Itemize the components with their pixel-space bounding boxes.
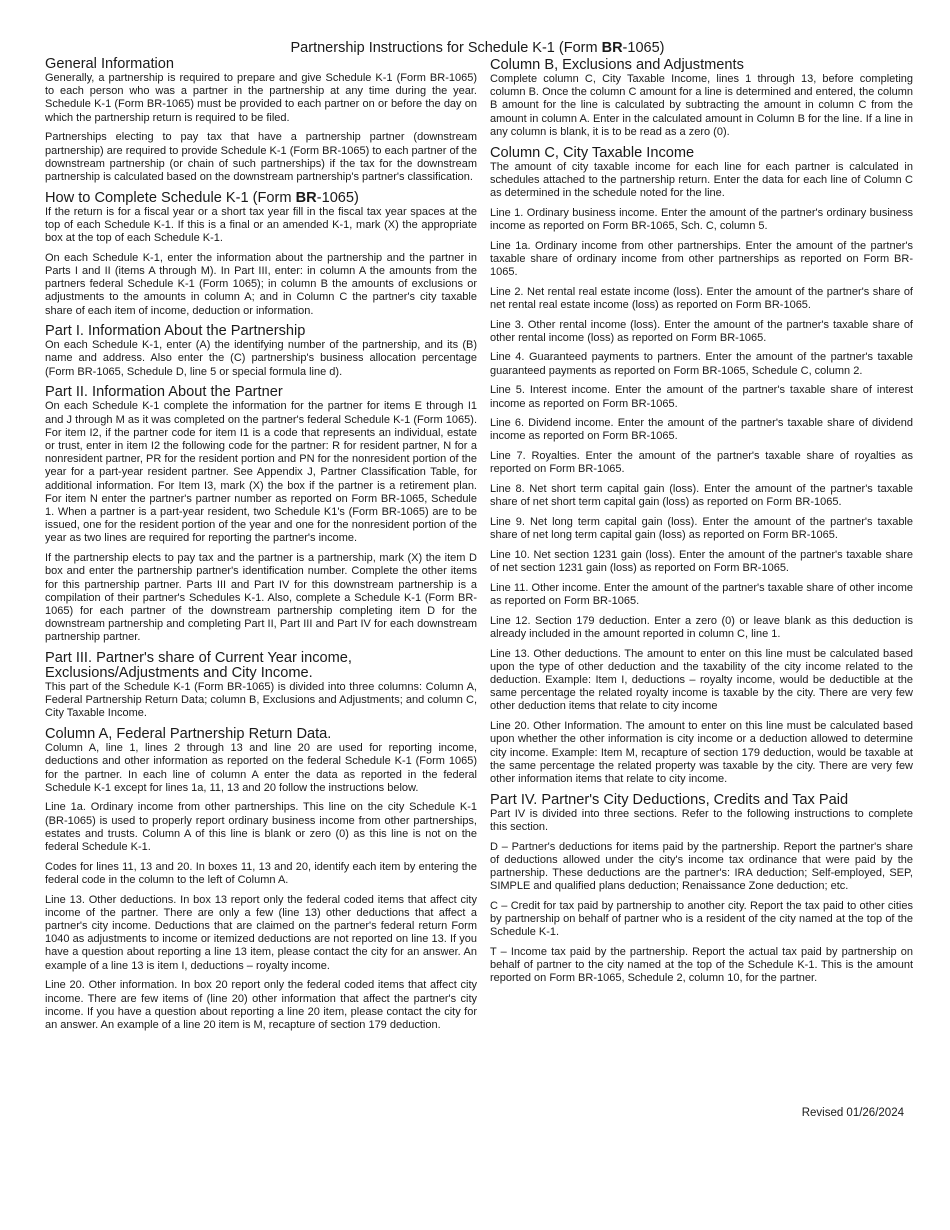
paragraph: Complete column C, City Taxable Income, lines 1 through 13, before completing column B. Once the column C amount for a line is determined and entered, the column B amount for the line is calculated by subtracting the amount in column C from the amount in column A. Enter in the calculated amount in Column B for the line. If a line in any column is blank, it is to be read as a zero (0). xyxy=(490,73,913,138)
paragraph: Line 13. Other deductions. The amount to enter on this line must be calculated based upon the type of other deduction and the taxability of the city income related to the deduction. Example: Item I, deductions – royalty income, would be deductible at the same percentage the related royalty income is taxable by the city. There are very few other deduction items that relate to city income xyxy=(490,647,913,713)
section xyxy=(490,146,913,787)
section-heading-text: Column C, City Taxable Income xyxy=(490,144,695,161)
section-heading-suffix: -1065) xyxy=(316,189,359,206)
paragraph: Line 13. Other deductions. In box 13 report only the federal coded items that affect city income of the partner. There are only a few (line 13) other deductions that affect a partner's city income. Deductions that are claimed on the partner's federal return Form 1040 as adjustments to income or itemized deductions are not reported on line 13. If you have a question about reporting a line 13 item, please contact the city for an answer. An example of a line 13 is item I, deductions – royalty income. xyxy=(45,893,477,972)
paragraph: On each Schedule K-1, enter the information about the partnership and the partner in Parts I and II (items A through M). In Part III, enter: in column A the amounts from the partners federal Schedule K-1 (Form 1065); in column B the amounts of exclusions or adjustments to the amounts in column A; and in Column C the partner's city taxable share of each item of income, deduction or information. xyxy=(45,251,477,317)
paragraph: Line 10. Net section 1231 gain (loss). Enter the amount of the partner's taxable share of net section 1231 gain (loss) as reported on Form BR-1065. xyxy=(490,548,913,575)
left-column xyxy=(45,57,477,1039)
paragraph: Part IV is divided into three sections. Refer to the following instructions to complete this section. xyxy=(490,807,913,833)
section-heading xyxy=(45,651,477,681)
section xyxy=(45,385,477,644)
paragraph: The amount of city taxable income for each line for each partner is calculated in schedules attached to the partnership return. Enter the data for each line of Column C as determined in the schedule noted for the line. xyxy=(490,160,913,199)
section-heading-text: Column A, Federal Partnership Return Data. xyxy=(45,726,332,743)
paragraph: Line 20. Other information. In box 20 report only the federal coded items that affect city income. There are few items of (line 20) other information that affect the partner's city income. If you have a question about reporting a line 20 item, please contact the city for an answer. An example of a line 20 item is M, recapture of section 179 deduction. xyxy=(45,979,477,1031)
title-form-suffix: -1065) xyxy=(622,40,665,56)
section-heading-text: Part III. Partner's share of Current Year income, Exclusions/Adjustments and City Income. xyxy=(45,650,352,682)
section-heading xyxy=(490,58,913,73)
paragraph: Line 20. Other Information. The amount to enter on this line must be calculated based upon whether the other information is city income or a deduction allowed to determine city income. Example: Item M, recapture of section 179 deduction, would be taxable at the same percentage the related property was taxable by the city. There are very few other information items that relate to city income. xyxy=(490,720,913,785)
paragraph: Column A, line 1, lines 2 through 13 and line 20 are used for reporting income, deductions and other information as reported on the federal Schedule K-1 (Form 1065) for the partner. In each line of column A enter the data as reported in the federal Schedule K-1 except for lines 1a, 11, 13 and 20 follow the instructions below. xyxy=(45,742,477,794)
paragraph: Line 6. Dividend income. Enter the amount of the partner's taxable share of dividend income as reported on Form BR-1065. xyxy=(490,417,913,443)
paragraph: Partnerships electing to pay tax that have a partnership partner (downstream partnership) are required to provide Schedule K-1 (Form BR-1065) to each partner of the downstream partnership (or chain of such partnerships) if the tax for the downstream partnership is calculated based on the downstream partnership's partner's classification. xyxy=(45,131,477,183)
paragraph: Line 1a. Ordinary income from other partnerships. Enter the amount of the partner's taxable share of ordinary income from other partnerships as reported on Form BR-1065. xyxy=(490,239,913,278)
paragraph: Line 12. Section 179 deduction. Enter a zero (0) or leave blank as this deduction is already included in the amount reported in column C, line 1. xyxy=(490,614,913,640)
paragraph: Line 9. Net long term capital gain (loss). Enter the amount of the partner's taxable share of net long term capital gain (loss) as reported on Form BR-1065. xyxy=(490,515,913,542)
section-heading-text: General Information xyxy=(45,56,174,72)
section-heading-text: How to Complete Schedule K-1 (Form xyxy=(45,189,296,206)
paragraph: Line 1a. Ordinary income from other partnerships. This line on the city Schedule K-1 (BR-1065) is used to properly report ordinary business income from other partnerships, estates and trusts. Column A of this line is blank or zero (0) as this line is not on the federal Schedule K-1. xyxy=(45,801,477,854)
paragraph: On each Schedule K-1, enter (A) the identifying number of the partnership, and its (B) name and address. Also enter the (C) partnership's business allocation percentage (Form BR-1065, Schedule D, line 5 or special formula line d). xyxy=(45,339,477,378)
right-column xyxy=(490,58,913,992)
paragraph: Codes for lines 11, 13 and 20. In boxes 11, 13 and 20, identify each item by entering the federal code in the column to the left of Column A. xyxy=(45,860,477,886)
paragraph: Line 4. Guaranteed payments to partners. Enter the amount of the partner's taxable guaranteed payments as reported on Form BR-1065, Schedule C, column 2. xyxy=(490,351,913,377)
paragraph: Line 11. Other income. Enter the amount of the partner's taxable share of other income as reported on Form BR-1065. xyxy=(490,581,913,607)
section xyxy=(490,793,913,986)
section-heading xyxy=(45,57,477,72)
paragraph: If the return is for a fiscal year or a short tax year fill in the fiscal tax year spaces at the top of each Schedule K-1. If this is a final or an amended K-1, mark (X) the appropriate box at the top of each Schedule K-1. xyxy=(45,205,477,245)
title-text: Partnership Instructions for Schedule K-1 (Form xyxy=(290,40,602,56)
paragraph: Line 5. Interest income. Enter the amount of the partner's taxable share of interest income as reported on Form BR-1065. xyxy=(490,384,913,410)
paragraph: If the partnership elects to pay tax and the partner is a partnership, mark (X) the item D box and enter the partnership partner's identification number. Complete the other items for this partnership partner. Parts III and Part IV for this downstream partnership is a compilation of their partner's Schedules K-1. Also, complete a Schedule K-1 (Form BR-1065) for each partner of the downstream partnership completing item D for the downstream partnership and completing Part II, Part III and Part IV for each downstream partnership partner. xyxy=(45,552,477,644)
section-heading-text: Part II. Information About the Partner xyxy=(45,384,283,401)
section-heading-bold: BR xyxy=(295,189,317,206)
section xyxy=(45,324,477,379)
paragraph: Line 2. Net rental real estate income (loss). Enter the amount of the partner's share of net rental real estate income (loss) as reported on Form BR-1065. xyxy=(490,285,913,311)
paragraph: Generally, a partnership is required to prepare and give Schedule K-1 (Form BR-1065) to each person who was a partner in the partnership at any time during the year. Schedule K-1 (Form BR-1065) must be provided to each partner on or before the day on which the partnership return is required to be filed. xyxy=(45,72,477,124)
paragraph: D – Partner's deductions for items paid by the partnership. Report the partner's share of deductions allowed under the city's income tax ordinance that were paid by the partnership. These deductions are the partner's: IRA deduction; Self-employed, SEP, SIMPLE and qualified plans deduction; Renaissance Zone deduction; etc. xyxy=(490,840,913,893)
section-heading xyxy=(45,385,477,400)
paragraph: Line 8. Net short term capital gain (loss). Enter the amount of the partner's taxable share of net short term capital gain (loss) as reported on Form BR-1065. xyxy=(490,483,913,509)
paragraph: This part of the Schedule K-1 (Form BR-1065) is divided into three columns: Column A, Federal Partnership Return Data; column B, Exclusions and Adjustments; and column C, City Taxable Income. xyxy=(45,681,477,720)
section-heading xyxy=(45,324,477,339)
title-form-prefix: BR xyxy=(601,40,623,56)
section xyxy=(45,651,477,721)
section-heading xyxy=(490,793,913,808)
section-heading xyxy=(45,727,477,742)
paragraph: On each Schedule K-1 complete the information for the partner for items E through I1 and J through M as it was completed on the partner's federal Schedule K-1 (Form 1065). For item I2, if the partner code for item I1 is a code that represents an individual, estate or trust, enter in item I2 the following code for the partner: R for resident partner, N for a nonresident partner, PR for the resident portion and PN for the nonresident portion of the year for a part-year resident partner. See Appendix J, Partner Classification Table, for additional information. For Item I3, mark (X) the box if the partner is a retirement plan. For item N enter the partner's partner number as reported on Form BR-1065, Schedule 1. When a partner is a part-year resident, two Schedule K1's (Form BR-1065) are to be issued, one for the resident portion of the year and one for the nonresident portion of the year as two lines are required for reporting the partner's income. xyxy=(45,400,477,545)
paragraph: C – Credit for tax paid by partnership to another city. Report the tax paid to other cities by partnership on behalf of partner who is a resident of the city named at the top of the Schedule K-1. xyxy=(490,899,913,939)
revised-date: Revised 01/26/2024 xyxy=(801,1107,904,1119)
section xyxy=(45,191,477,318)
document-title xyxy=(0,40,950,56)
paragraph: T – Income tax paid by the partnership. Report the actual tax paid by partnership on behalf of partner to the city named at the top of the Schedule K-1. This is the amount reported on Form BR-1065, Schedule 2, column 10, for the partner. xyxy=(490,945,913,985)
section xyxy=(45,727,477,1032)
section-heading-text: Part IV. Partner's City Deductions, Credits and Tax Paid xyxy=(490,791,849,808)
section-heading xyxy=(45,191,477,206)
section-heading xyxy=(490,146,913,161)
section xyxy=(45,57,477,184)
section-heading-text: Part I. Information About the Partnership xyxy=(45,323,306,340)
section-heading-text: Column B, Exclusions and Adjustments xyxy=(490,57,744,73)
paragraph: Line 3. Other rental income (loss). Enter the amount of the partner's taxable share of other rental income (loss) as reported on Form BR-1065. xyxy=(490,318,913,344)
paragraph: Line 7. Royalties. Enter the amount of the partner's taxable share of royalties as reported on Form BR-1065. xyxy=(490,450,913,476)
section xyxy=(490,58,913,139)
paragraph: Line 1. Ordinary business income. Enter the amount of the partner's ordinary business income as reported on Form BR-1065, Sch. C, column 5. xyxy=(490,206,913,232)
